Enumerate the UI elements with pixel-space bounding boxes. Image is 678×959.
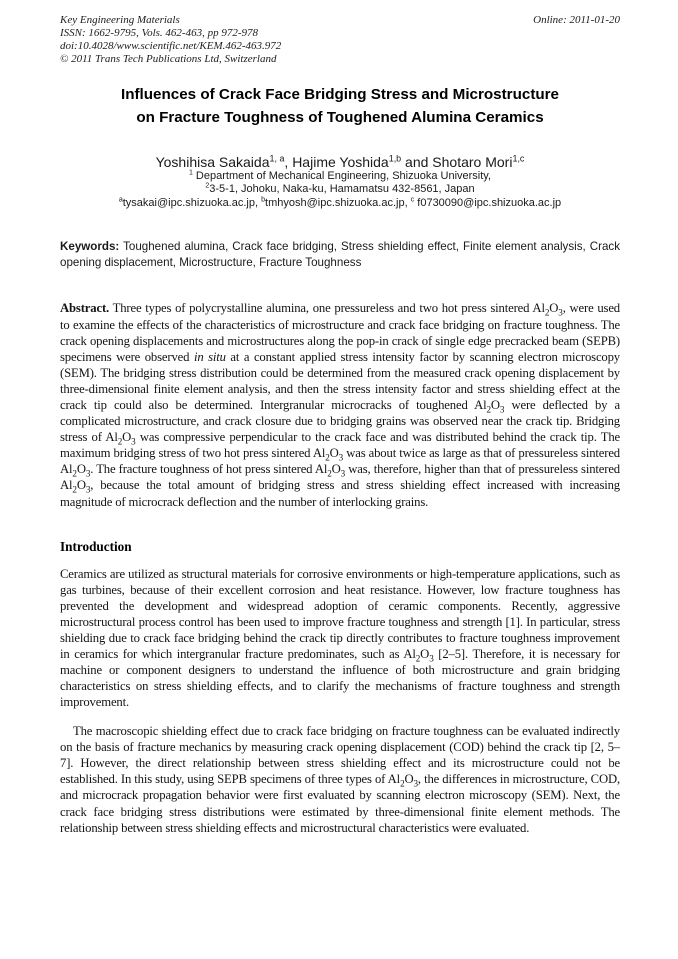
copyright-line: © 2011 Trans Tech Publications Ltd, Switzerland bbox=[60, 52, 277, 65]
online-date: Online: 2011-01-20 bbox=[533, 14, 620, 26]
affiliation-line-1: $^1$ Department of Mechanical Engineering, Shizuoka University, bbox=[188, 168, 492, 182]
keywords-label: Keywords: bbox=[60, 240, 120, 254]
abstract-label: Abstract. bbox=[60, 301, 110, 316]
abstract-block bbox=[60, 300, 620, 509]
abstract-text: Three types of polycrystalline alumina, one pressureless and two hot press sintered $Al_2O_3$, were used to examine the effects of the characteristics of microstructure and crack face bridging on fracture toughness. The crack opening displacements and microstructures along the pop-in crack of single edge precracked beam (SEPB) specimens were observed in situ at a constant applied stress intensity factor by scanning electron microscopy (SEM). The bridging stress distribution could be determined from the measured crack opening displacement by three-dimensional finite element analysis, and then the stress intensity factor and stress shielding effect at the crack tip could also be determined. Intergranular microcracks of toughened $Al_2O_3$ were deflected by a complicated microstructure, and crack closure due to bridging grains was observed near the crack tip. Bridging stress of $Al_2O_3$ was compressive perpendicular to the crack face and was distributed behind the crack tip. The maximum bridging stress of two hot press sintered $Al_2O_3$ was about twice as large as that of pressureless sintered $Al_2O_3$. The fracture toughness of hot press sintered $Al_2O_3$ was, therefore, higher than that of pressureless sintered $Al_2O_3$, because the total amount of bridging stress and stress shielding effect increased with increasing magnitude of microcrack deflection and the number of interlocking grains. bbox=[60, 301, 621, 509]
doi-line: doi:10.4028/www.scientific.net/KEM.462-463.972 bbox=[60, 39, 282, 52]
keywords-text: Toughened alumina, Crack face bridging, Stress shielding effect, Finite element analysis, Crack opening displacement, Microstructure, Fracture Toughness bbox=[60, 240, 621, 270]
intro-paragraph-1: Ceramics are utilized as structural materials for corrosive environments or high-temperature applications, such as gas turbines, because of their excellent corrosion and heat resistance. However, low fracture toughness has prevented the development and widespread adoption of ceramic components. Recently, aggressive microstructural process control has been used to improve fracture toughness and strength [1]. In particular, stress shielding due to crack face bridging behind the crack tip directly contributes to fracture toughness improvement in ceramics for which intergranular fracture predominates, such as $Al_2O_3$ [2–5]. Therefore, it is necessary for machine or component designers to understand the influence of both microstructure and grain bridging characteristics on stress shielding effects, and to clarify the mechanisms of fracture toughness and strength improvement. bbox=[60, 566, 620, 710]
author-emails: $^a$tysakai@ipc.shizuoka.ac.jp, $^b$tmhyosh@ipc.shizuoka.ac.jp, $^c$ f0730090@ipc.shizuoka.ac.jp bbox=[118, 196, 562, 209]
page-header bbox=[60, 14, 620, 66]
authors-line: Yoshihisa Sakaida$^{1, a}$, Hajime Yoshida$^{1,b}$ and Shotaro Mori$^{1,c}$ bbox=[155, 152, 525, 170]
section-heading-introduction: Introduction bbox=[60, 538, 132, 554]
journal-info bbox=[60, 14, 281, 66]
journal-title: Key Engineering Materials bbox=[60, 14, 180, 26]
keywords-block bbox=[60, 239, 620, 271]
issn-line: ISSN: 1662-9795, Vols. 462-463, pp 972-978 bbox=[60, 26, 258, 39]
affiliation-line-2: $^2$3-5-1, Johoku, Naka-ku, Hamamatsu 432-8561, Japan bbox=[205, 182, 475, 196]
paper-title: Influences of Crack Face Bridging Stress and Microstructure on Fracture Toughness of Toughened Alumina Ceramics bbox=[120, 85, 560, 126]
intro-paragraph-2: The macroscopic shielding effect due to crack face bridging on fracture toughness can be evaluated indirectly on the basis of fracture mechanics by measuring crack opening displacement (COD) behind the crack tip [2, 5–7]. However, the direct relationship between stress shielding effect and its microstructure could not be established. In this study, using SEPB specimens of three types of $Al_2O_3$, the differences in microstructure, COD, and microcrack propagation behavior were first evaluated by scanning electron microscopy (SEM). Next, the crack face bridging stress distributions were estimated by three-dimensional finite element methods. The relationship between stress shielding effects and microstructural characteristics were evaluated. bbox=[60, 724, 620, 835]
